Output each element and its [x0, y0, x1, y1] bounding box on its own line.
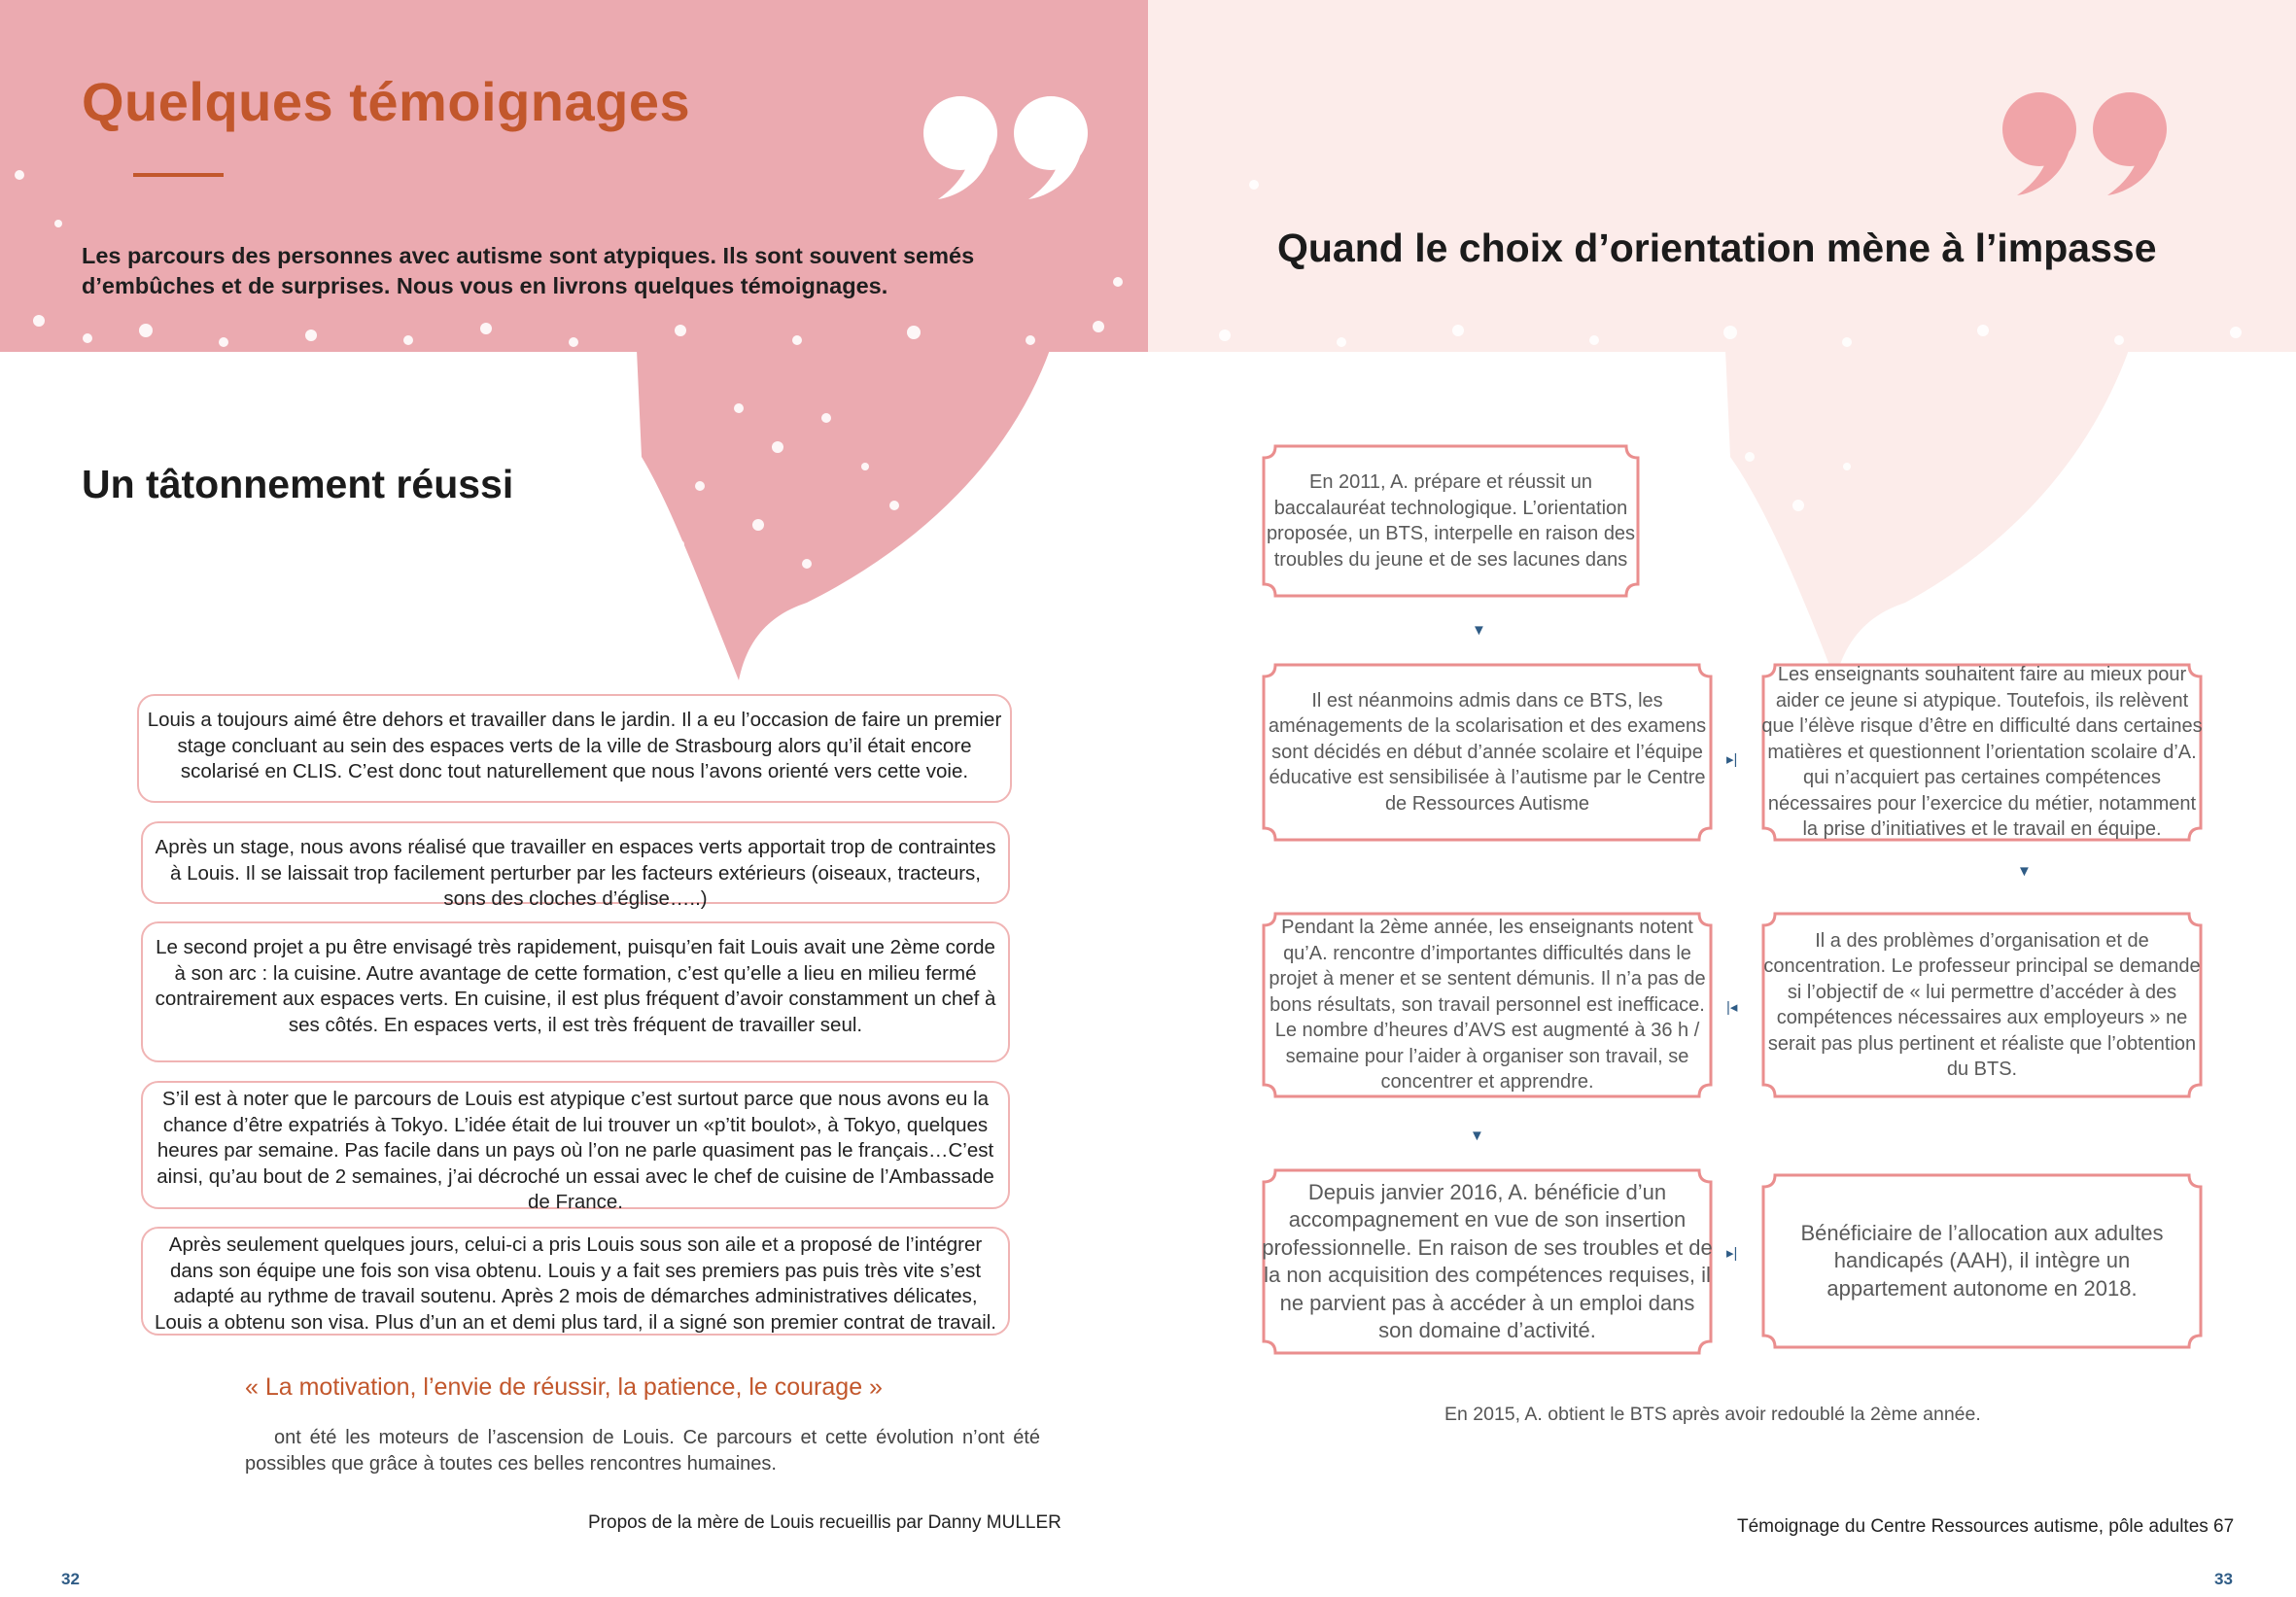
story-paragraph-5 — [141, 1227, 1010, 1336]
story-text-4: S’il est à noter que le parcours de Louis est atypique c’est surtout parce que nous avons eu la chance d’être expatriés à Tokyo. L’idée était de lui trouver un «p’tit boulot», à Tokyo, quelques heures par semaine. Pas facile dans un pays où l’on ne parle quasiment pas le français…C’est ainsi, qu’au bout de 2 semaines, j’ai décroché un essai avec le chef de cuisine de l’Ambassade de France. — [157, 1088, 994, 1213]
arrow-left-1: |◂ — [1726, 999, 1738, 1016]
story-text-2: Après un stage, nous avons réalisé que travailler en espaces verts apportait trop de contraintes à Louis. Il se laissait trop facilement perturber par les facteurs extérieurs (oiseaux, tracteurs, sons des cloches d’église…..) — [155, 836, 996, 910]
flow-step-2-text: Il est néanmoins admis dans ce BTS, les aménagements de la scolarisation et des examens sont décidés en début d’année scolaire et l’équipe éducative est sensibilisée à l’autisme par le Centre de Ressources Autisme — [1268, 689, 1707, 815]
section-heading-right: Quand le choix d’orientation mène à l’impasse — [1277, 226, 2157, 270]
flow-step-1-text: En 2011, A. prépare et réussit un baccalauréat technologique. L’orientation proposée, un BTS, interpelle en raison des troubles du jeune et de ses lacunes dans — [1266, 471, 1636, 571]
arrow-down-3: ▼ — [1470, 1128, 1484, 1144]
intro-text: Les parcours des personnes avec autisme sont atypiques. Ils sont souvent semés d’embûches et de surprises. Nous vous en livrons quelques témoignages. — [82, 243, 975, 298]
flow-step-4 — [1754, 910, 2210, 1100]
arrow-right-1: ▸| — [1726, 751, 1738, 768]
story-text-5: Après seulement quelques jours, celui-ci a pris Louis sous son aile et a proposé de l’intégrer dans son équipe une fois son visa obtenu. Louis y a fait ses premiers pas puis très vite s’est adapté au rythme de travail soutenu. Après 2 mois de démarches administratives délicates, Louis a obtenu son visa. Plus d’un an et demi plus tard, il a signé son premier contrat de travail. — [154, 1233, 997, 1334]
story-paragraph-1 — [137, 694, 1012, 803]
title-underline — [133, 173, 224, 177]
arrow-down-1: ▼ — [1472, 622, 1486, 639]
story-paragraph-4 — [141, 1081, 1010, 1213]
credit-right: Témoignage du Centre Ressources autisme, pôle adultes 67 — [1737, 1516, 2235, 1537]
flow-step-3 — [1754, 661, 2210, 844]
flow-step-6 — [1254, 1166, 1721, 1357]
page-title: Quelques témoignages — [82, 71, 691, 132]
flow-step-7-text: Bénéficiaire de l’allocation aux adultes handicapés (AAH), il intègre un appartement autonome en 2018. — [1800, 1220, 2164, 1301]
arrow-down-2: ▼ — [2017, 863, 2032, 880]
flow-step-7 — [1754, 1171, 2210, 1351]
flow-step-5 — [1254, 910, 1721, 1100]
quote-marks-icon-right — [1996, 86, 2180, 197]
story-text-3: Le second projet a pu être envisagé très rapidement, puisqu’en fait Louis avait une 2ème corde à son arc : la cuisine. Autre avantage de cette formation, c’est qu’elle a lieu en milieu fermé contrairement aux espaces verts. En cuisine, il est plus fréquent d’avoir constamment un chef à ses côtés. En espaces verts, il est très fréquent de travailler seul. — [155, 936, 996, 1036]
quote-continuation: ont été les moteurs de l’ascension de Louis. Ce parcours et cette évolution n’ont été possibles que grâce à toutes ces belles rencontres humaines. — [245, 1427, 1040, 1475]
quote-marks-icon — [917, 89, 1101, 201]
story-paragraph-2 — [141, 821, 1010, 910]
flow-step-5-text: Pendant la 2ème année, les enseignants notent qu’A. rencontre d’importantes difficultés dans le projet à mener et se sentent démunis. Il n’a pas de bons résultats, son travail personnel est inefficace. Le nombre d’heures d’AVS est augmenté à 36 h / semaine pour l’aider à organiser son travail, se concentrer et apprendre. — [1269, 917, 1706, 1094]
story-text-1: Louis a toujours aimé être dehors et travailler dans le jardin. Il a eu l’occasion de faire un premier stage concluant au sein des espaces verts de la ville de Strasbourg alors qu’il était encore scolarisé en CLIS. C’est donc tout naturellement que nous l’avons orienté vers cette voie. — [147, 709, 1002, 782]
story-paragraph-3 — [141, 921, 1010, 1062]
arrow-right-2: ▸| — [1726, 1245, 1738, 1262]
pull-quote: « La motivation, l’envie de réussir, la patience, le courage » — [245, 1373, 883, 1401]
flow-step-3-text: Les enseignants souhaitent faire au mieux pour aider ce jeune si atypique. Toutefois, ils relèvent que l’élève risque d’être en difficulté dans certaines matières et questionnent l’orientation scolaire d’A. qui n’acquiert pas certaines compétences nécessaires pour l’exercice du métier, notamment la prise d’initiatives et le travail en équipe. — [1761, 664, 2203, 841]
credit-left: Propos de la mère de Louis recueillis par Danny MULLER — [588, 1512, 1061, 1533]
page-number-left: 32 — [61, 1570, 80, 1588]
page-number-right: 33 — [2214, 1570, 2233, 1588]
flow-step-2 — [1254, 661, 1721, 844]
section-heading-left: Un tâtonnement réussi — [82, 462, 514, 506]
flow-step-4-text: Il a des problèmes d’organisation et de concentration. Le professeur principal se demande si l’objectif de « lui permettre d’accéder à des compétences nécessaires aux employeurs » ne serait pas plus pertinent et réaliste que l’obtention du BTS. — [1763, 929, 2201, 1080]
bts-note: En 2015, A. obtient le BTS après avoir redoublé la 2ème année. — [1444, 1404, 1981, 1425]
flow-step-6-text: Depuis janvier 2016, A. bénéficie d’un accompagnement en vue de son insertion professionnelle. En raison de ses troubles et de la non acquisition des compétences requises, il ne parvient pas à accéder à un emploi dans son domaine d’activité. — [1262, 1179, 1713, 1342]
flow-step-1 — [1254, 442, 1648, 600]
